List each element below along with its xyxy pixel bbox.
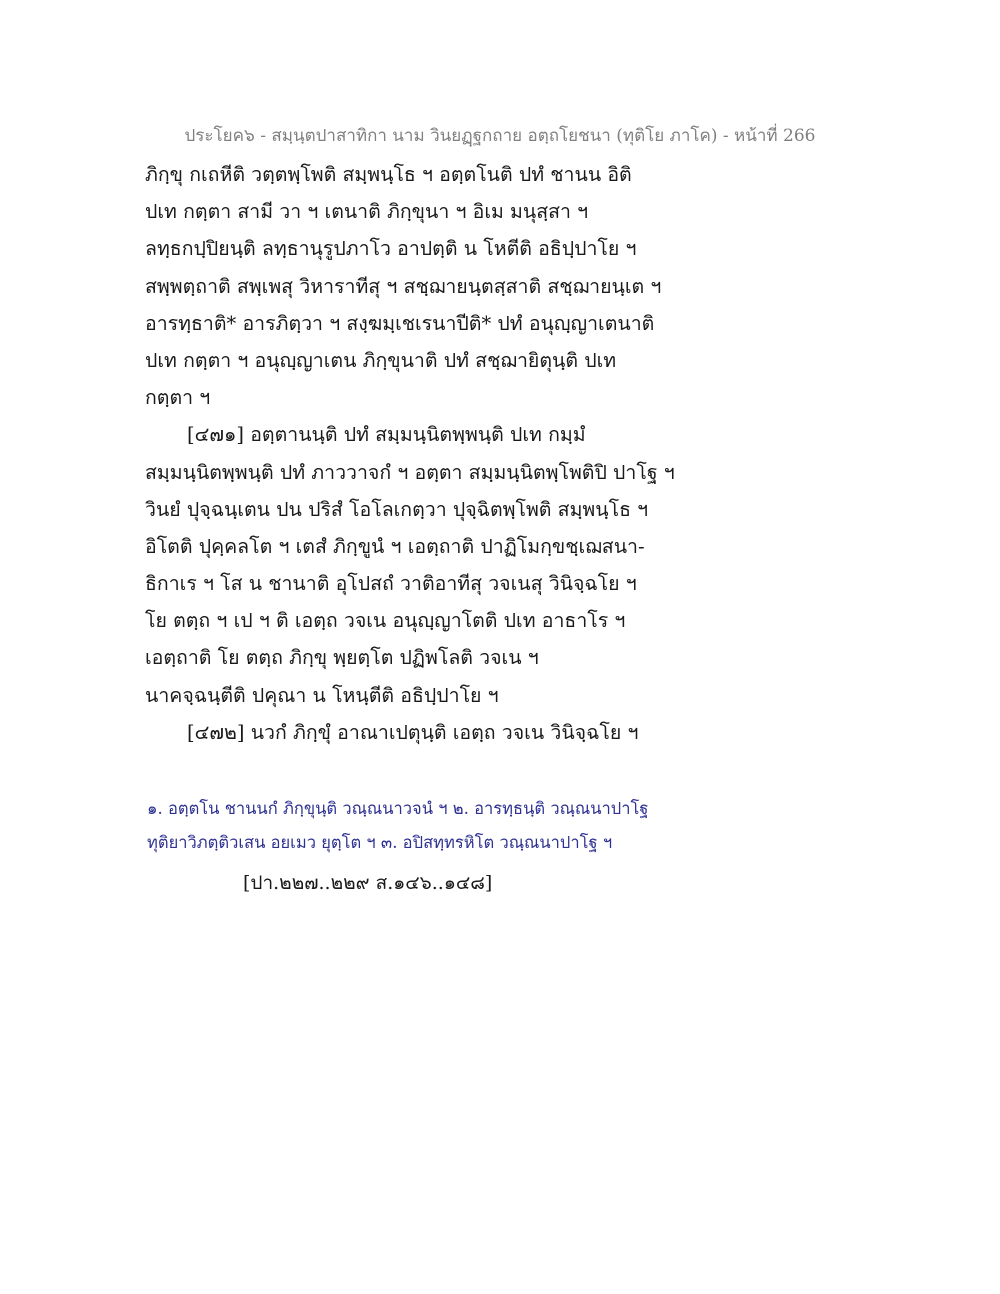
body-line: อิโตติ ปุคฺคลโต ฯ เตสํ ภิกฺขูนํ ฯ เอตฺถาติ ปาฏิโมกฺขชฺเฌสนา- bbox=[145, 534, 645, 558]
footnote-line: ๑. อตฺตโน ชานนกํ ภิกฺขุนฺติ วณฺณนาวจนํ ฯ ๒. อารทฺธนฺติ วณฺณนาปาโฐ bbox=[147, 799, 649, 818]
paragraph-472-start: [๔๗๒] นวกํ ภิกฺขุํ อาณาเปตุนฺติ เอตฺถ วจเน วินิจฺฉโย ฯ bbox=[187, 720, 639, 744]
page-header-text: ประโยค๖ - สมฺนฺตปาสาทิกา นาม วินยฏฺฐกถาย อตฺถโยชนา (ทุติโย ภาโค) - หน้าที่ 266 bbox=[184, 126, 816, 146]
footnotes bbox=[147, 792, 967, 860]
body-line: อารทฺธาติ* อารภิตฺวา ฯ สงฺฆมฺเชเรนาปีติ* ปทํ อนุญฺญาเตนาติ bbox=[145, 311, 655, 335]
body-line: นาคจฺฉนฺตีติ ปคุณา น โหนฺตีติ อธิปฺปาโย ฯ bbox=[145, 683, 499, 707]
body-line: ลทฺธกปฺปิยนฺติ ลทฺธานุรูปภาโว อาปตฺติ น โหตีติ อธิปฺปาโย ฯ bbox=[145, 237, 637, 261]
body-line: ภิกฺขุ กเถหีติ วตฺตพฺโพติ สมฺพนฺโธ ฯ อตฺตโนติ ปทํ ชานน อิติ bbox=[145, 163, 632, 186]
body-line: สพฺพตฺถาติ สพฺเพสุ วิหาราทีสุ ฯ สชฺฌายนฺตสฺสาติ สชฺฌายนฺเต ฯ bbox=[145, 274, 662, 298]
body-line: ปเท กตฺตา สามี วา ฯ เตนาติ ภิกฺขุนา ฯ อิเม มนุสฺสา ฯ bbox=[145, 200, 589, 224]
body-text bbox=[145, 156, 965, 751]
body-line: ธิกาเร ฯ โส น ชานาติ อุโปสถํ วาติอาทีสุ วจเนสุ วินิจฺฉโย ฯ bbox=[145, 572, 637, 596]
page-header bbox=[0, 122, 1000, 149]
body-line: วินยํ ปุจฺฉนฺเตน ปน ปริสํ โอโลเกตฺวา ปุจฺฉิตพฺโพติ สมฺพนฺโธ ฯ bbox=[145, 497, 649, 521]
page-reference: [ปา.๒๒๗..๒๒๙ ส.๑๔๖..๑๔๘] bbox=[243, 872, 493, 894]
body-line: สมฺมนฺนิตพฺพนฺติ ปทํ ภาววาจกํ ฯ อตฺตา สมฺมนฺนิตพฺโพติปิ ปาโฐ ฯ bbox=[145, 460, 675, 484]
body-line: โย ตตฺถ ฯ เป ฯ ติ เอตฺถ วจเน อนุญฺญาโตติ ปเท อาธาโร ฯ bbox=[145, 609, 626, 633]
body-line: กตฺตา ฯ bbox=[145, 386, 211, 410]
footnote-line: ทุติยาวิภตฺติวเสน อยเมว ยุตฺโต ฯ ๓. อปิสทฺทรหิโต วณฺณนาปาโฐ ฯ bbox=[147, 833, 613, 852]
body-line: เอตฺถาติ โย ตตฺถ ภิกฺขุ พฺยตฺโต ปฏิพโลติ วจเน ฯ bbox=[145, 646, 539, 670]
body-line: ปเท กตฺตา ฯ อนุญฺญาเตน ภิกฺขุนาติ ปทํ สชฺฌายิตุนฺติ ปเท bbox=[145, 348, 617, 372]
paragraph-471-start: [๔๗๑] อตฺตานนฺติ ปทํ สมฺมนฺนิตพฺพนฺติ ปเท กมฺมํ bbox=[187, 423, 586, 447]
